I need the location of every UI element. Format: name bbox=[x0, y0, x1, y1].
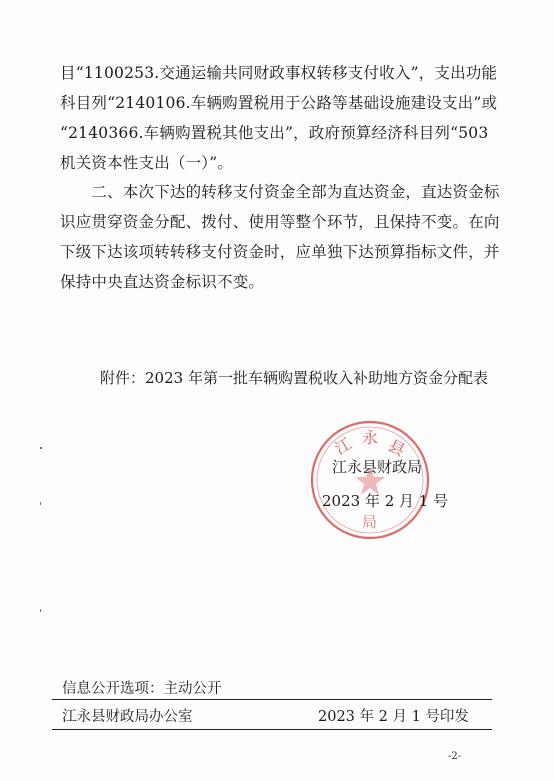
body-text bbox=[60, 58, 500, 178]
body-line: 目“1100253.交通运输共同财政事权转移支付收入”，支出功能 bbox=[60, 64, 498, 82]
body-line: 保持中央直达资金标识不变。 bbox=[60, 273, 265, 291]
footer-rule-top bbox=[52, 699, 492, 700]
issuing-office: 江永县财政局办公室 bbox=[62, 709, 193, 725]
body-line: “2140366.车辆购置税其他支出”，政府预算经济科目列“503 bbox=[60, 124, 489, 142]
body-line: 科目列“2140106.车辆购置税用于公路等基础设施建设支出”或 bbox=[60, 94, 498, 112]
footer-rule-bottom bbox=[52, 729, 492, 730]
disclosure-option: 信息公开选项：主动公开 bbox=[62, 681, 222, 697]
body-line: 下级下达该项转转移支付资金时，应单独下达预算指标文件，并 bbox=[60, 243, 500, 261]
svg-text:县: 县 bbox=[385, 437, 408, 461]
signature-date: 2023 年 2 月 1 号 bbox=[322, 492, 449, 510]
official-seal bbox=[305, 415, 435, 545]
print-date: 2023 年 2 月 1 号印发 bbox=[318, 709, 469, 725]
body-line: 识应贯穿资金分配、拨付、使用等整个环节，且保持不变。在向 bbox=[60, 213, 500, 231]
body-line: 二、本次下达的转移支付资金全部为直达资金，直达资金标 bbox=[60, 183, 500, 201]
svg-text:永: 永 bbox=[362, 430, 379, 447]
svg-text:局: 局 bbox=[362, 515, 378, 531]
body-text-paragraph-2 bbox=[60, 177, 500, 297]
page-number: -2- bbox=[448, 751, 462, 762]
svg-text:江: 江 bbox=[332, 435, 355, 459]
seal-graphic bbox=[305, 415, 435, 545]
signature-organization: 江永县财政局 bbox=[332, 458, 423, 476]
body-line: 机关资本性支出（一）”。 bbox=[60, 154, 234, 172]
scan-speck bbox=[40, 502, 41, 505]
attachment-line: 附件：2023 年第一批车辆购置税收入补助地方资金分配表 bbox=[100, 369, 488, 387]
scan-speck bbox=[40, 447, 42, 449]
scan-speck bbox=[40, 609, 41, 612]
